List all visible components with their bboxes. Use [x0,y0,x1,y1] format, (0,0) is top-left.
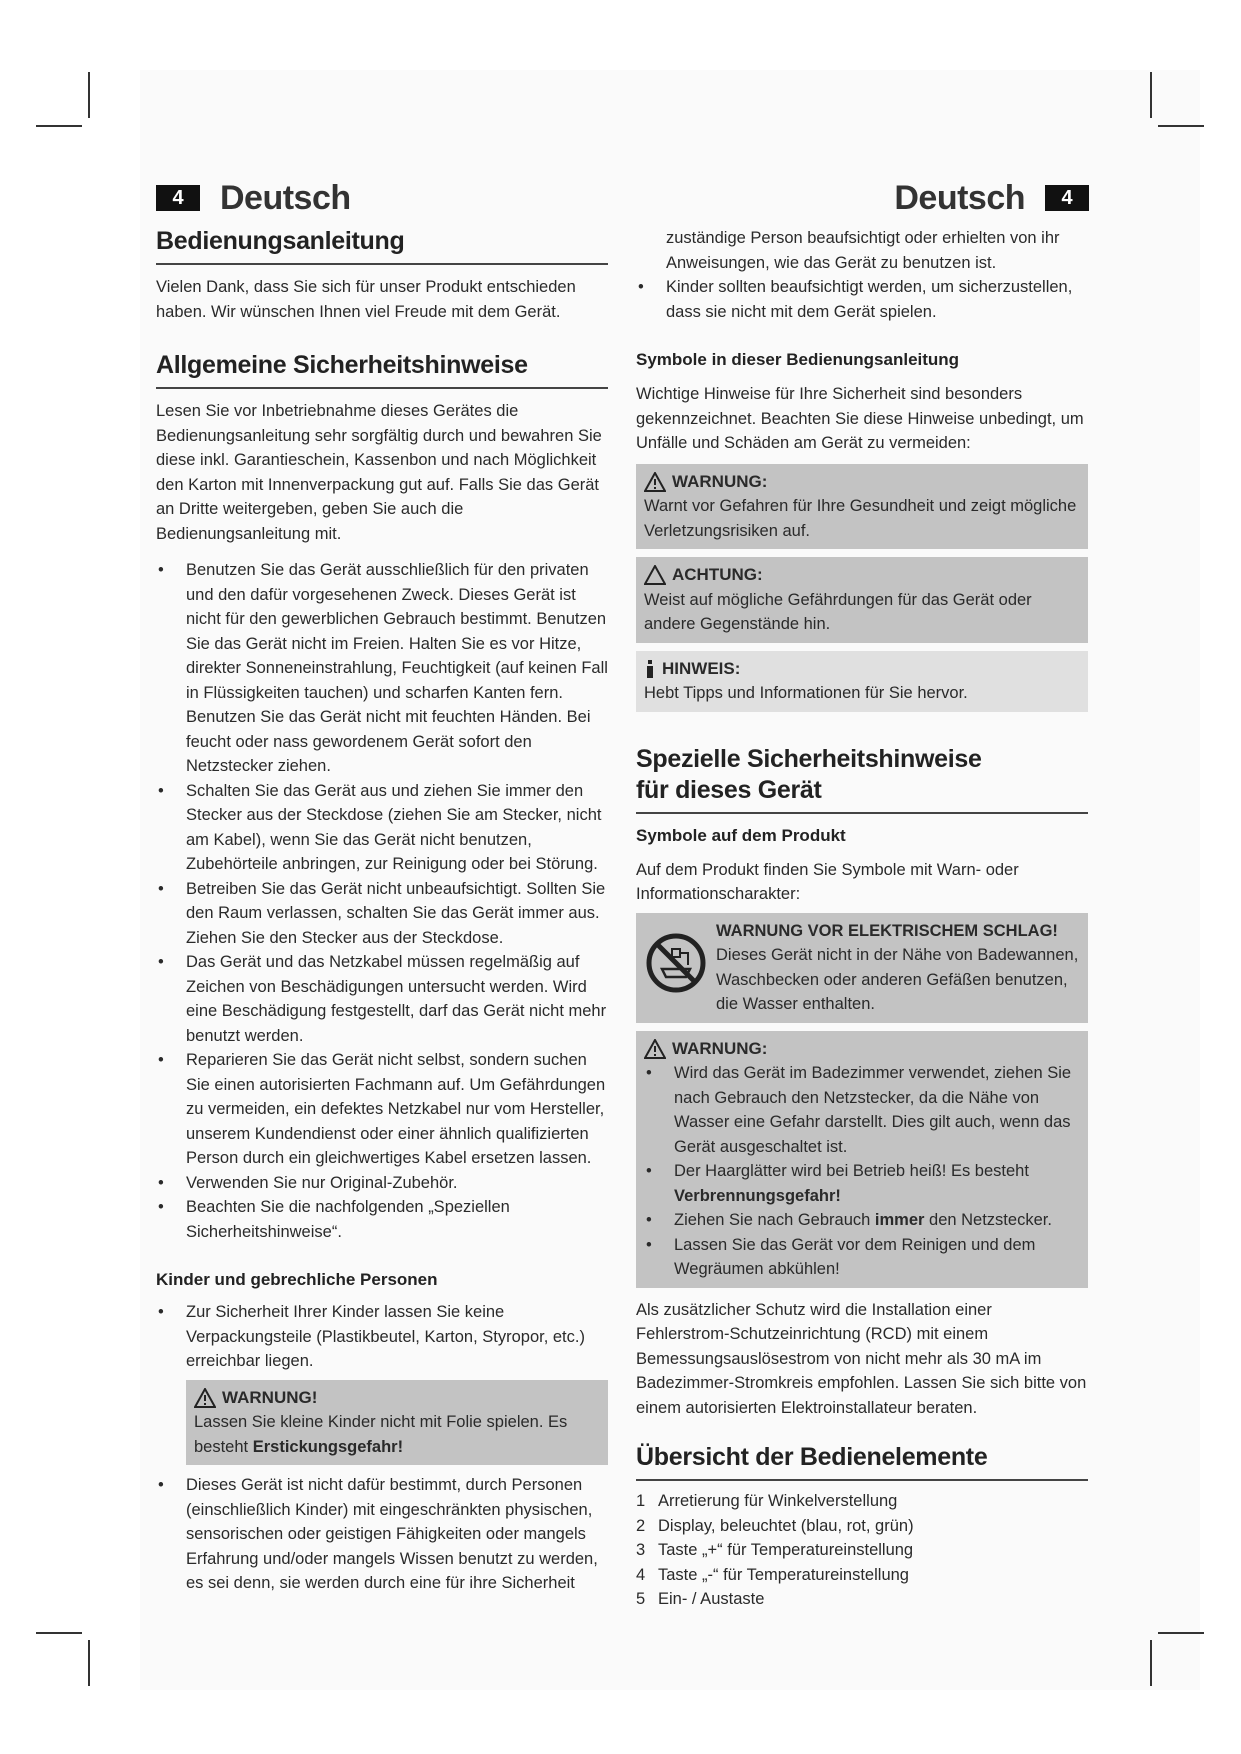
list-item: • Kinder sollten beaufsichtigt werden, um sicherzustellen, dass sie nicht mit dem Gerät spielen. [636,275,1088,324]
warning-text: Lassen Sie kleine Kinder nicht mit Folie spielen. Es besteht [194,1413,568,1456]
warning-legend-text: Warnt vor Gefahren für Ihre Gesundheit und zeigt mögliche Verletzungsrisiken auf. [644,497,1077,540]
list-item: • Beachten Sie die nachfolgenden „Speziellen Sicherheitshinweise“. [156,1195,608,1244]
item-number: 4 [636,1565,646,1584]
crop-mark [88,72,90,118]
children-list [156,1300,608,1374]
list-item [636,1587,1088,1612]
product-symbols-title: Symbole auf dem Produkt [636,825,846,845]
warning-emphasis: Erstickungsgefahr! [252,1437,404,1456]
warning-triangle-icon [644,472,666,492]
general-safety-title: Allgemeine Sicherheitshinweise [156,350,608,389]
general-safety-text: Lesen Sie vor Inbetriebnahme dieses Gerätes die Bedienungsanleitung sehr sorgfältig durch und bewahren Sie diese inkl. Garantieschein, Kassenbon und nach Möglichkeit den Karton mit Innenverpackung gut auf. Falls Sie das Gerät an Dritte weitergeben, geben Sie auch die Bedienungsanleitung mit. [156,402,602,543]
intro-text: Vielen Dank, dass Sie sich für unser Produkt entschieden haben. Wir wünschen Ihnen viel Freude mit dem Gerät. [156,278,576,321]
page-header-right [894,178,1089,218]
suffocation-warning-box [186,1380,608,1466]
controls-overview-title: Übersicht der Bedienelemente [636,1442,1088,1481]
list-item-text: den Netzstecker. [929,1211,1052,1229]
warning-triangle-icon [194,1388,216,1408]
shock-warning-title: WARNUNG VOR ELEKTRISCHEM SCHLAG! [716,921,1058,940]
crop-mark [1150,72,1152,118]
general-safety-list [156,558,608,1244]
list-item-emphasis: Verbrennungsgefahr! [674,1186,841,1205]
bathroom-warning-title: WARNUNG: [672,1038,768,1058]
list-item: • Verwenden Sie nur Original-Zubehör. [156,1171,608,1196]
list-item: • Benutzen Sie das Gerät ausschließlich für den privaten und den dafür vorgesehenen Zweck. Dieses Gerät ist nicht für den gewerblichen Gebrauch bestimmt. Benutzen Sie das Gerät nicht im Freien. Halten Sie es vor Hitze, direkter Sonneneinstrahlung, Feuchtigkeit (auf keinen Fall in Flüssigkeiten tauchen) und scharfen Kanten fern. Benutzen Sie das Gerät nicht mit feuchten Händen. Bei feucht oder nass gewordenem Gerät sofort den Netzstecker ziehen. [156,558,608,779]
list-item: • Dieses Gerät ist nicht dafür bestimmt, durch Personen (einschließlich Kinder) mit eingeschränkten physischen, sensorischen oder geistigen Fähigkeiten oder mangels Erfahrung und/oder mangels Wissen benutzt zu werden, es sei denn, sie werden durch eine für ihre Sicherheit [156,1473,608,1596]
warning-triangle-icon [644,1039,666,1059]
list-item-text: Der Haarglätter wird bei Betrieb heiß! Es besteht [674,1162,1029,1180]
shock-warning-text: Dieses Gerät nicht in der Nähe von Badewannen, Waschbecken oder anderen Gefäßen benutzen, die Wasser enthalten. [716,946,1079,1013]
caution-triangle-icon [644,565,666,585]
left-column [156,226,608,1596]
info-icon [644,659,656,679]
item-label: Taste „+“ für Temperatureinstellung [658,1541,914,1559]
item-number: 2 [636,1516,646,1535]
list-item: • Das Gerät und das Netzkabel müssen regelmäßig auf Zeichen von Beschädigungen untersucht werden. Wird eine Beschädigung festgestellt, darf das Gerät nicht mehr benutzt werden. [156,950,608,1048]
item-label: Display, beleuchtet (blau, rot, grün) [658,1516,914,1535]
language-label: Deutsch [220,178,351,217]
crop-mark [36,1632,82,1634]
warning-legend-box [636,464,1088,550]
item-number: 3 [636,1541,646,1559]
list-item: • Schalten Sie das Gerät aus und ziehen Sie immer den Stecker aus der Steckdose (ziehen Sie am Stecker, nicht am Kabel), wenn Sie das Gerät nicht benutzen, Zubehörteile anbringen, zur Reinigung oder bei Störung. [156,779,608,877]
product-symbols-text: Auf dem Produkt finden Sie Symbole mit Warn- oder Informationscharakter: [636,860,1019,903]
list-item [644,1208,1080,1233]
item-label: Taste „-“ für Temperatureinstellung [658,1565,909,1584]
caution-legend-box [636,557,1088,643]
item-number: 5 [636,1590,646,1608]
page-header-left [156,178,351,218]
list-item [636,1563,1088,1588]
caution-legend-title: ACHTUNG: [672,565,763,584]
crop-mark [1158,125,1204,127]
language-label: Deutsch [894,178,1025,217]
list-item-emphasis: immer [874,1211,925,1229]
list-item: • Wird das Gerät im Badezimmer verwendet, ziehen Sie nach Gebrauch den Netzstecker, da die Nähe von Wasser eine Gefahr darstellt. Dies gilt auch, wenn das Gerät ausgeschaltet ist. [644,1061,1080,1159]
note-legend-box [636,651,1088,712]
item-label: Ein- / Austaste [658,1590,765,1608]
page-number: 4 [156,185,200,211]
list-item [636,1538,1088,1563]
special-safety-title-line2: für dieses Gerät [636,775,822,804]
crop-mark [36,125,82,127]
children-list-continued [156,1473,608,1596]
list-item [636,1514,1088,1539]
list-item [644,1159,1080,1208]
crop-mark [88,1640,90,1686]
crop-mark [1158,1632,1204,1634]
manual-symbols-text: Wichtige Hinweise für Ihre Sicherheit sind besonders gekennzeichnet. Beachten Sie diese Hinweise unbedingt, um Unfälle und Schäden am Gerät zu vermeiden: [636,385,1084,452]
warning-legend-title: WARNUNG: [672,471,768,491]
special-safety-title-line1: Spezielle Sicherheitshinweise [636,744,982,773]
warning-title: WARNUNG! [222,1387,318,1407]
caution-legend-text: Weist auf mögliche Gefährdungen für das Gerät oder andere Gegenstände hin. [644,590,1032,633]
continued-text: zuständige Person beaufsichtigt oder erhielten von ihr Anweisungen, wie das Gerät zu benutzen ist. [666,229,1060,272]
bathroom-warning-box [636,1031,1088,1288]
right-column [636,226,1088,1612]
no-water-bath-icon [644,931,708,995]
list-item: • Betreiben Sie das Gerät nicht unbeaufsichtigt. Sollten Sie den Raum verlassen, schalten Sie das Gerät immer aus. Ziehen Sie den Stecker aus der Steckdose. [156,877,608,951]
list-item [636,1489,1088,1514]
manual-symbols-title: Symbole in dieser Bedienungsanleitung [636,350,960,369]
rcd-text: Als zusätzlicher Schutz wird die Installation einer Fehlerstrom-Schutzeinrichtung (RCD) mit einem Bemessungsauslösestrom von nicht mehr als 30 mA im Badezimmer-Stromkreis empfohlen. Lassen Sie sich bitte von einem autorisierten Elektroinstallateur beraten. [636,1300,1087,1417]
item-number: 1 [636,1492,646,1510]
list-item: • Lassen Sie das Gerät vor dem Reinigen und dem Wegräumen abkühlen! [644,1233,1080,1282]
children-title: Kinder und gebrechliche Personen [156,1270,438,1289]
controls-overview-list [636,1489,1088,1612]
note-legend-title: HINWEIS: [662,658,741,678]
electric-shock-warning-box [636,913,1088,1023]
continued-list [636,275,1088,324]
special-safety-title [636,744,1088,814]
list-item: • Reparieren Sie das Gerät nicht selbst, sondern suchen Sie einen autorisierten Fachmann auf. Um Gefährdungen zu vermeiden, ein defektes Netzkabel nur vom Hersteller, unserem Kundendienst oder einer ähnlich qualifizierten Person durch ein gleichwertiges Kabel ersetzen lassen. [156,1048,608,1171]
item-label: Arretierung für Winkelverstellung [658,1492,898,1510]
bathroom-warning-list [644,1061,1080,1282]
manual-title: Bedienungsanleitung [156,226,608,265]
crop-mark [1150,1640,1152,1686]
page-number: 4 [1045,185,1089,211]
list-item: • Zur Sicherheit Ihrer Kinder lassen Sie keine Verpackungsteile (Plastikbeutel, Karton, Styropor, etc.) erreichbar liegen. [156,1300,608,1374]
list-item-text: Ziehen Sie nach Gebrauch [674,1211,871,1229]
note-legend-text: Hebt Tipps und Informationen für Sie hervor. [644,684,968,702]
